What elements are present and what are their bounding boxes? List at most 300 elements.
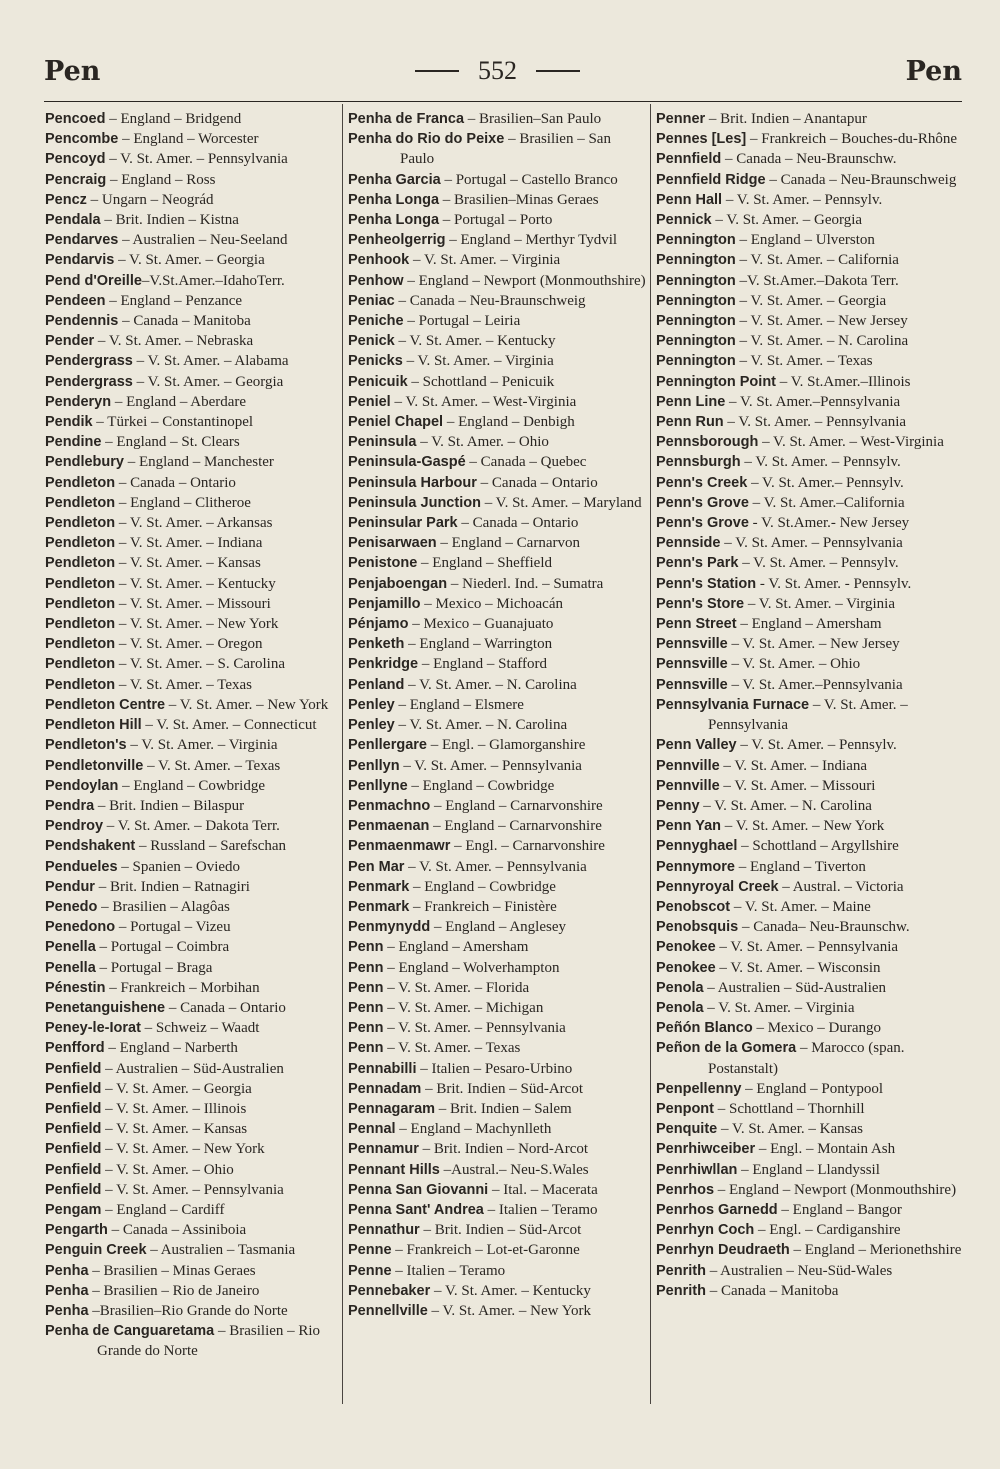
gazetteer-entry	[656, 452, 966, 472]
gazetteer-entry	[348, 271, 646, 291]
place-location: – Schweiz – Waadt	[140, 1020, 260, 1037]
gazetteer-entry	[656, 1220, 966, 1240]
gazetteer-entry	[348, 1160, 646, 1180]
place-name: Pendshakent	[45, 838, 136, 855]
place-location: – V. St. Amer. – Wisconsin	[715, 959, 881, 976]
place-location: – England – Bangor	[777, 1201, 902, 1218]
place-name: Penne	[348, 1242, 392, 1259]
place-location: – Brit. Indien – Salem	[435, 1100, 572, 1117]
place-location: – Brit. Indien – Kistna	[100, 212, 239, 229]
place-location: - V. St. Amer. - Pennsylv.	[756, 575, 912, 592]
place-name: Penfield	[45, 1121, 102, 1138]
place-location: – England – Aberdare	[111, 393, 247, 410]
place-name: Pendala	[45, 212, 101, 229]
gazetteer-entry	[656, 1281, 966, 1301]
place-location: – V. St. Amer. – N. Carolina	[404, 676, 577, 693]
place-name: Pendlebury	[45, 454, 124, 471]
gazetteer-entry	[348, 776, 646, 796]
place-name: Peniac	[348, 292, 395, 309]
place-name: Penha do Rio do Peixe	[348, 131, 505, 148]
gazetteer-entry	[45, 533, 343, 553]
gazetteer-entry	[45, 392, 343, 412]
place-name: Penobsquis	[656, 919, 739, 936]
place-name: Penn Street	[656, 616, 737, 633]
place-location: – V. St. Amer. – Kentucky	[115, 575, 276, 592]
place-location: – Brit. Indien – Anantapur	[705, 111, 867, 127]
place-location: – England – Carnarvon	[436, 535, 580, 552]
place-location: – Frankreich – Bouches-du-Rhône	[746, 131, 958, 148]
gazetteer-entry	[45, 1139, 343, 1159]
gazetteer-entry	[45, 1059, 343, 1079]
place-name: Penjamillo	[348, 595, 421, 612]
place-location: – Australien – Süd-Australien	[703, 979, 887, 996]
gazetteer-entry	[348, 614, 646, 634]
place-name: Pendleton	[45, 555, 116, 572]
gazetteer-entry	[348, 109, 646, 129]
place-name: Pendleton	[45, 494, 116, 511]
place-location: – V. St. Amer. – Georgia	[711, 212, 863, 229]
place-name: Penketh	[348, 636, 405, 653]
place-name: Penn's Grove	[656, 494, 749, 511]
place-location: – V. St. Amer. – New York	[115, 616, 279, 633]
gazetteer-entry	[348, 937, 646, 957]
gazetteer-entry	[348, 715, 646, 735]
gazetteer-entry	[656, 877, 966, 897]
gazetteer-entry	[656, 695, 966, 735]
place-name: Peninsula Junction	[348, 494, 481, 511]
place-name: Pennington	[656, 313, 736, 330]
place-location: – Engl. – Glamorganshire	[427, 737, 586, 754]
gazetteer-entry	[348, 190, 646, 210]
gazetteer-entry	[656, 897, 966, 917]
gazetteer-entry	[45, 1261, 343, 1281]
place-location: – England – Merthyr Tydvil	[445, 232, 618, 249]
gazetteer-entry	[656, 1180, 966, 1200]
place-location: – V. St. Amer. – Pennsylvania	[723, 414, 907, 431]
gazetteer-entry	[656, 937, 966, 957]
place-location: – Canada – Ontario	[165, 999, 286, 1016]
place-name: Penrith	[656, 1262, 706, 1279]
gazetteer-entry	[656, 1018, 966, 1038]
gazetteer-entry	[45, 331, 343, 351]
place-location: – England – Cowbridge	[407, 777, 555, 794]
gazetteer-entry	[656, 857, 966, 877]
place-name: Pennville	[656, 777, 720, 794]
gazetteer-entry	[656, 756, 966, 776]
place-location: – V. St. Amer. – Pennsylvania	[720, 535, 903, 552]
gazetteer-entry	[656, 392, 966, 412]
place-name: Penfield	[45, 1100, 102, 1117]
place-name: Pennfield Ridge	[656, 171, 766, 188]
gazetteer-entry	[656, 533, 966, 553]
place-name: Penn	[348, 1020, 384, 1037]
place-location: – England – Penzance	[105, 292, 243, 309]
gazetteer-entry	[45, 129, 343, 149]
place-name: Penn	[348, 1040, 384, 1057]
place-name: Penner	[656, 111, 706, 127]
place-location: – Frankreich – Finistère	[409, 898, 557, 915]
place-location: – Brasilien – Rio Grande do Norte	[97, 1323, 324, 1360]
place-location: – V. St. Amer. – Maryland	[480, 494, 642, 511]
place-name: Penfield	[45, 1080, 102, 1097]
place-name: Pennside	[656, 535, 721, 552]
place-name: Pennsville	[656, 636, 728, 653]
place-name: Pennville	[656, 757, 720, 774]
gazetteer-entry	[348, 1301, 646, 1321]
place-name: Pencombe	[45, 131, 119, 148]
gazetteer-entry	[45, 877, 343, 897]
gazetteer-entry	[45, 432, 343, 452]
place-name: Pendeen	[45, 292, 106, 309]
place-location: – Portugal – Castello Branco	[440, 171, 618, 188]
place-location: – Schottland – Penicuik	[407, 373, 555, 390]
place-location: – V. St. Amer. – Virginia	[703, 999, 855, 1016]
place-name: Pendarves	[45, 232, 119, 249]
gazetteer-entry	[45, 513, 343, 533]
gazetteer-entry	[348, 695, 646, 715]
place-name: Pennadam	[348, 1080, 422, 1097]
place-location: – England – Bridgend	[105, 111, 242, 127]
place-location: – Australien – Tasmania	[146, 1242, 296, 1259]
place-location: – V. St. Amer. – Alabama	[132, 353, 289, 370]
gazetteer-entry	[656, 170, 966, 190]
gazetteer-entry	[348, 170, 646, 190]
place-name: Pengarth	[45, 1222, 108, 1239]
place-location: – England – Carnarvonshire	[429, 818, 602, 835]
place-location: – Brasilien – Rio de Janeiro	[88, 1282, 260, 1299]
gazetteer-entry	[45, 776, 343, 796]
place-location: – V. St. Amer. – Pennsylvania	[404, 858, 587, 875]
place-location: – Mexico – Guanajuato	[408, 616, 554, 633]
place-location: – V. St. Amer. – Ohio	[101, 1161, 234, 1178]
place-name: Penrhiwllan	[656, 1161, 738, 1178]
gazetteer-entry	[656, 1119, 966, 1139]
gazetteer-entry	[656, 412, 966, 432]
place-location: – England – Merionethshire	[789, 1242, 962, 1259]
place-location: – V. St. Amer. – New Jersey	[735, 313, 908, 330]
place-location: – V. St. Amer. – Texas	[143, 757, 281, 774]
place-name: Pendleton	[45, 636, 116, 653]
place-name: Pennington	[656, 353, 736, 370]
place-name: Pennes [Les]	[656, 131, 747, 148]
place-name: Pencraig	[45, 171, 107, 188]
place-location: – V. St. Amer. – Pennsylvania	[708, 696, 912, 734]
gazetteer-entry	[45, 715, 343, 735]
gazetteer-entry	[45, 1220, 343, 1240]
place-name: Penmaenan	[348, 818, 430, 835]
place-location: – Portugal – Vizeu	[115, 919, 231, 936]
place-name: Penobscot	[656, 898, 731, 915]
place-location: – V. St. Amer.–Pennsylvania	[725, 393, 901, 410]
place-name: Pennington	[656, 232, 736, 249]
place-name: Penmark	[348, 878, 410, 895]
gazetteer-entry	[656, 149, 966, 169]
place-location: – V. St. Amer. – Virginia	[744, 595, 895, 612]
gazetteer-entry	[348, 1099, 646, 1119]
place-location: – V. St. Amer. – N. Carolina	[699, 797, 872, 814]
gazetteer-entry	[656, 917, 966, 937]
place-location: – V. St. Amer. – Pennsylv.	[738, 555, 899, 572]
gazetteer-entry	[45, 1301, 343, 1321]
place-name: Penn	[348, 979, 384, 996]
place-name: Penjaboengan	[348, 575, 448, 592]
place-location: – V. St. Amer. – California	[735, 252, 899, 269]
gazetteer-entry	[656, 978, 966, 998]
place-location: – England – Machynlleth	[395, 1121, 552, 1138]
gazetteer-entry	[45, 1119, 343, 1139]
place-location: – V. St. Amer.–Pennsylvania	[727, 676, 903, 693]
place-name: Penn's Station	[656, 575, 757, 592]
place-location: – V. St. Amer. – West-Virginia	[758, 434, 944, 451]
gazetteer-entry	[348, 1119, 646, 1139]
gazetteer-entry	[656, 493, 966, 513]
place-name: Penfield	[45, 1141, 102, 1158]
place-name: Pennick	[656, 212, 712, 229]
place-location: – V. St. Amer. – Virginia	[126, 737, 278, 754]
place-name: Penllergare	[348, 737, 427, 754]
gazetteer-entry	[45, 553, 343, 573]
place-name: Pennsborough	[656, 434, 759, 451]
gazetteer-entry	[45, 756, 343, 776]
gazetteer-entry	[348, 756, 646, 776]
gazetteer-entry	[45, 1240, 343, 1260]
place-name: Pennfield	[656, 151, 722, 168]
place-name: Penn	[348, 959, 384, 976]
place-name: Penny	[656, 797, 700, 814]
place-location: – England – Llandyssil	[737, 1161, 880, 1178]
gazetteer-entry	[348, 452, 646, 472]
place-name: Penokee	[656, 959, 716, 976]
place-name: Pennington	[656, 252, 736, 269]
place-location: – England – Carnarvonshire	[430, 797, 603, 814]
place-name: Pendleton	[45, 656, 116, 673]
gazetteer-entry	[348, 574, 646, 594]
gazetteer-entry	[656, 654, 966, 674]
place-location: – V. St. Amer. – New York	[165, 696, 329, 713]
place-location: – V. St. Amer. – Pennsylv.	[736, 737, 897, 754]
place-location: – Austral. – Victoria	[778, 878, 904, 895]
place-name: Pennsville	[656, 676, 728, 693]
place-name: Penderyn	[45, 393, 112, 410]
place-location: – England – Anglesey	[430, 919, 567, 936]
place-location: – V. St.Amer.–Illinois	[776, 373, 911, 390]
place-location: – V. St. Amer. – Georgia	[101, 1080, 252, 1097]
place-name: Penn Valley	[656, 737, 737, 754]
place-location: – Brit. Indien – Bilaspur	[94, 797, 245, 814]
place-name: Penola	[656, 999, 704, 1016]
place-location: – Brasilien–Minas Geraes	[439, 191, 599, 208]
gazetteer-entry	[45, 857, 343, 877]
place-location: – England – Denbigh	[443, 414, 575, 431]
place-location: – Frankreich – Morbihan	[105, 979, 260, 996]
gazetteer-entry	[348, 675, 646, 695]
place-name: Pendra	[45, 797, 95, 814]
place-location: – V. St. Amer. – Connecticut	[141, 717, 317, 734]
gazetteer-entry	[656, 553, 966, 573]
place-name: Penfield	[45, 1060, 102, 1077]
gazetteer-entry	[348, 351, 646, 371]
place-name: Pénjamo	[348, 616, 409, 633]
place-location: – V. St. Amer. – Illinois	[101, 1100, 247, 1117]
place-name: Penrhyn Coch	[656, 1222, 755, 1239]
place-name: Pennal	[348, 1121, 396, 1138]
gazetteer-entry	[45, 271, 343, 291]
place-location: – England – Manchester	[123, 454, 274, 471]
gazetteer-entry	[45, 230, 343, 250]
column-divider-2	[650, 104, 651, 1404]
gazetteer-entry	[348, 412, 646, 432]
gazetteer-entry	[45, 291, 343, 311]
gazetteer-entry	[45, 109, 343, 129]
gazetteer-entry	[656, 311, 966, 331]
place-name: Pendleton	[45, 676, 116, 693]
place-location: – Portugal – Leiria	[403, 313, 521, 330]
place-location: – Portugal – Porto	[439, 212, 553, 229]
gazetteer-entry	[656, 776, 966, 796]
place-location: –V. St.Amer.–Dakota Terr.	[735, 272, 899, 289]
place-name: Penha	[45, 1302, 89, 1319]
place-location: – Brit. Indien – Süd-Arcot	[421, 1080, 583, 1097]
gazetteer-entry	[45, 210, 343, 230]
place-name: Penguin Creek	[45, 1242, 147, 1259]
gazetteer-entry	[45, 170, 343, 190]
place-name: Pendleton Centre	[45, 696, 166, 713]
place-name: Peninsular Park	[348, 515, 458, 532]
place-location: – Mexico – Durango	[752, 1020, 881, 1037]
gazetteer-entry	[45, 452, 343, 472]
column-2	[348, 109, 646, 1321]
place-name: Pendoylan	[45, 777, 119, 794]
place-name: Pencoed	[45, 111, 106, 127]
gazetteer-entry	[45, 1180, 343, 1200]
place-name: Pender	[45, 333, 95, 350]
gazetteer-entry	[45, 796, 343, 816]
place-name: Penn Hall	[656, 191, 723, 208]
gazetteer-entry	[348, 311, 646, 331]
place-location: – V. St. Amer.– Pennsylv.	[747, 474, 904, 491]
gazetteer-entry	[656, 594, 966, 614]
place-name: Pengam	[45, 1201, 102, 1218]
place-name: Peniel Chapel	[348, 414, 444, 431]
place-name: Pénestin	[45, 979, 106, 996]
gazetteer-entry	[348, 331, 646, 351]
gazetteer-entry	[45, 614, 343, 634]
place-location: – V. St. Amer. – West-Virginia	[390, 393, 577, 410]
place-location: – Brit. Indien – Ratnagiri	[94, 878, 250, 895]
place-name: Pendleton	[45, 616, 116, 633]
place-name: Penha	[45, 1262, 89, 1279]
place-name: Pennamur	[348, 1141, 419, 1158]
place-name: Peninsula Harbour	[348, 474, 477, 491]
gazetteer-entry	[656, 614, 966, 634]
place-name: Pendleton	[45, 474, 116, 491]
gazetteer-entry	[45, 816, 343, 836]
place-location: – V. St. Amer. – Kansas	[115, 555, 261, 572]
place-name: Penrhos	[656, 1181, 715, 1198]
gazetteer-entry	[348, 1038, 646, 1058]
gazetteer-entry	[656, 473, 966, 493]
place-name: Penna Sant' Andrea	[348, 1201, 484, 1218]
gazetteer-entry	[45, 473, 343, 493]
gazetteer-entry	[656, 250, 966, 270]
gazetteer-entry	[656, 1160, 966, 1180]
gazetteer-entry	[348, 816, 646, 836]
place-name: Penley	[348, 696, 395, 713]
place-location: – V. St. Amer. – Indiana	[719, 757, 868, 774]
place-name: Penquite	[656, 1121, 718, 1138]
gazetteer-entry	[348, 372, 646, 392]
place-name: Penokee	[656, 939, 716, 956]
place-location: – V. St. Amer. – S. Carolina	[115, 656, 285, 673]
place-location: – Brasilien – San Paulo	[400, 131, 615, 168]
place-location: – V. St. Amer.–California	[748, 494, 905, 511]
place-location: – England – Elsmere	[394, 696, 524, 713]
gazetteer-entry	[45, 1200, 343, 1220]
gazetteer-entry	[45, 1099, 343, 1119]
place-location: – England – Clitheroe	[115, 494, 251, 511]
place-location: – Canada – Neu-Braunschw.	[721, 151, 897, 168]
running-head-right: Pen	[905, 56, 962, 87]
place-location: – Canada – Neu-Braunschweig	[765, 171, 957, 188]
gazetteer-entry	[656, 210, 966, 230]
gazetteer-entry	[348, 1240, 646, 1260]
gazetteer-entry	[348, 392, 646, 412]
gazetteer-entry	[348, 1281, 646, 1301]
place-location: – V. St. Amer. – Michigan	[383, 999, 544, 1016]
place-name: Peñon de la Gomera	[656, 1040, 797, 1057]
place-name: Penetanguishene	[45, 999, 166, 1016]
place-name: Pendergrass	[45, 373, 133, 390]
running-head-left: Pen	[44, 56, 101, 87]
header-rule	[44, 101, 962, 102]
place-location: – Canada – Ontario	[457, 515, 579, 532]
place-location: – Canada – Manitoba	[118, 313, 251, 330]
gazetteer-entry	[45, 998, 343, 1018]
gazetteer-entry	[348, 513, 646, 533]
place-name: Pennington	[656, 272, 736, 289]
place-name: Penland	[348, 676, 405, 693]
place-location: – Portugal – Braga	[95, 959, 213, 976]
place-name: Pennymore	[656, 858, 735, 875]
gazetteer-entry	[656, 1261, 966, 1281]
place-name: Pennagaram	[348, 1100, 436, 1117]
gazetteer-entry	[45, 351, 343, 371]
gazetteer-entry	[348, 594, 646, 614]
place-location: – V. St. Amer. – Ohio	[727, 656, 861, 673]
column-1	[45, 109, 343, 1362]
place-location: – Canada – Ontario	[115, 474, 236, 491]
place-name: Penllyn	[348, 757, 400, 774]
place-location: – England – Sheffield	[417, 555, 552, 572]
gazetteer-entry	[656, 574, 966, 594]
page-number: 552	[478, 56, 517, 85]
place-location: – V. St. Amer. – Pennsylvania	[715, 939, 899, 956]
place-location: – England – Ulverston	[735, 232, 875, 249]
gazetteer-entry	[348, 796, 646, 816]
place-name: Penne	[348, 1262, 392, 1279]
gazetteer-entry	[45, 917, 343, 937]
place-location: – England – Amersham	[736, 616, 882, 633]
gazetteer-entry	[348, 634, 646, 654]
place-name: Penha de Franca	[348, 111, 465, 127]
place-name: Peney-le-Iorat	[45, 1020, 141, 1037]
place-location: – Australien – Süd-Australien	[101, 1060, 284, 1077]
gazetteer-entry	[348, 735, 646, 755]
place-name: Penistone	[348, 555, 418, 572]
place-location: – V. St. Amer. – Kentucky	[430, 1282, 591, 1299]
place-name: Pen Mar	[348, 858, 405, 875]
gazetteer-entry	[348, 533, 646, 553]
